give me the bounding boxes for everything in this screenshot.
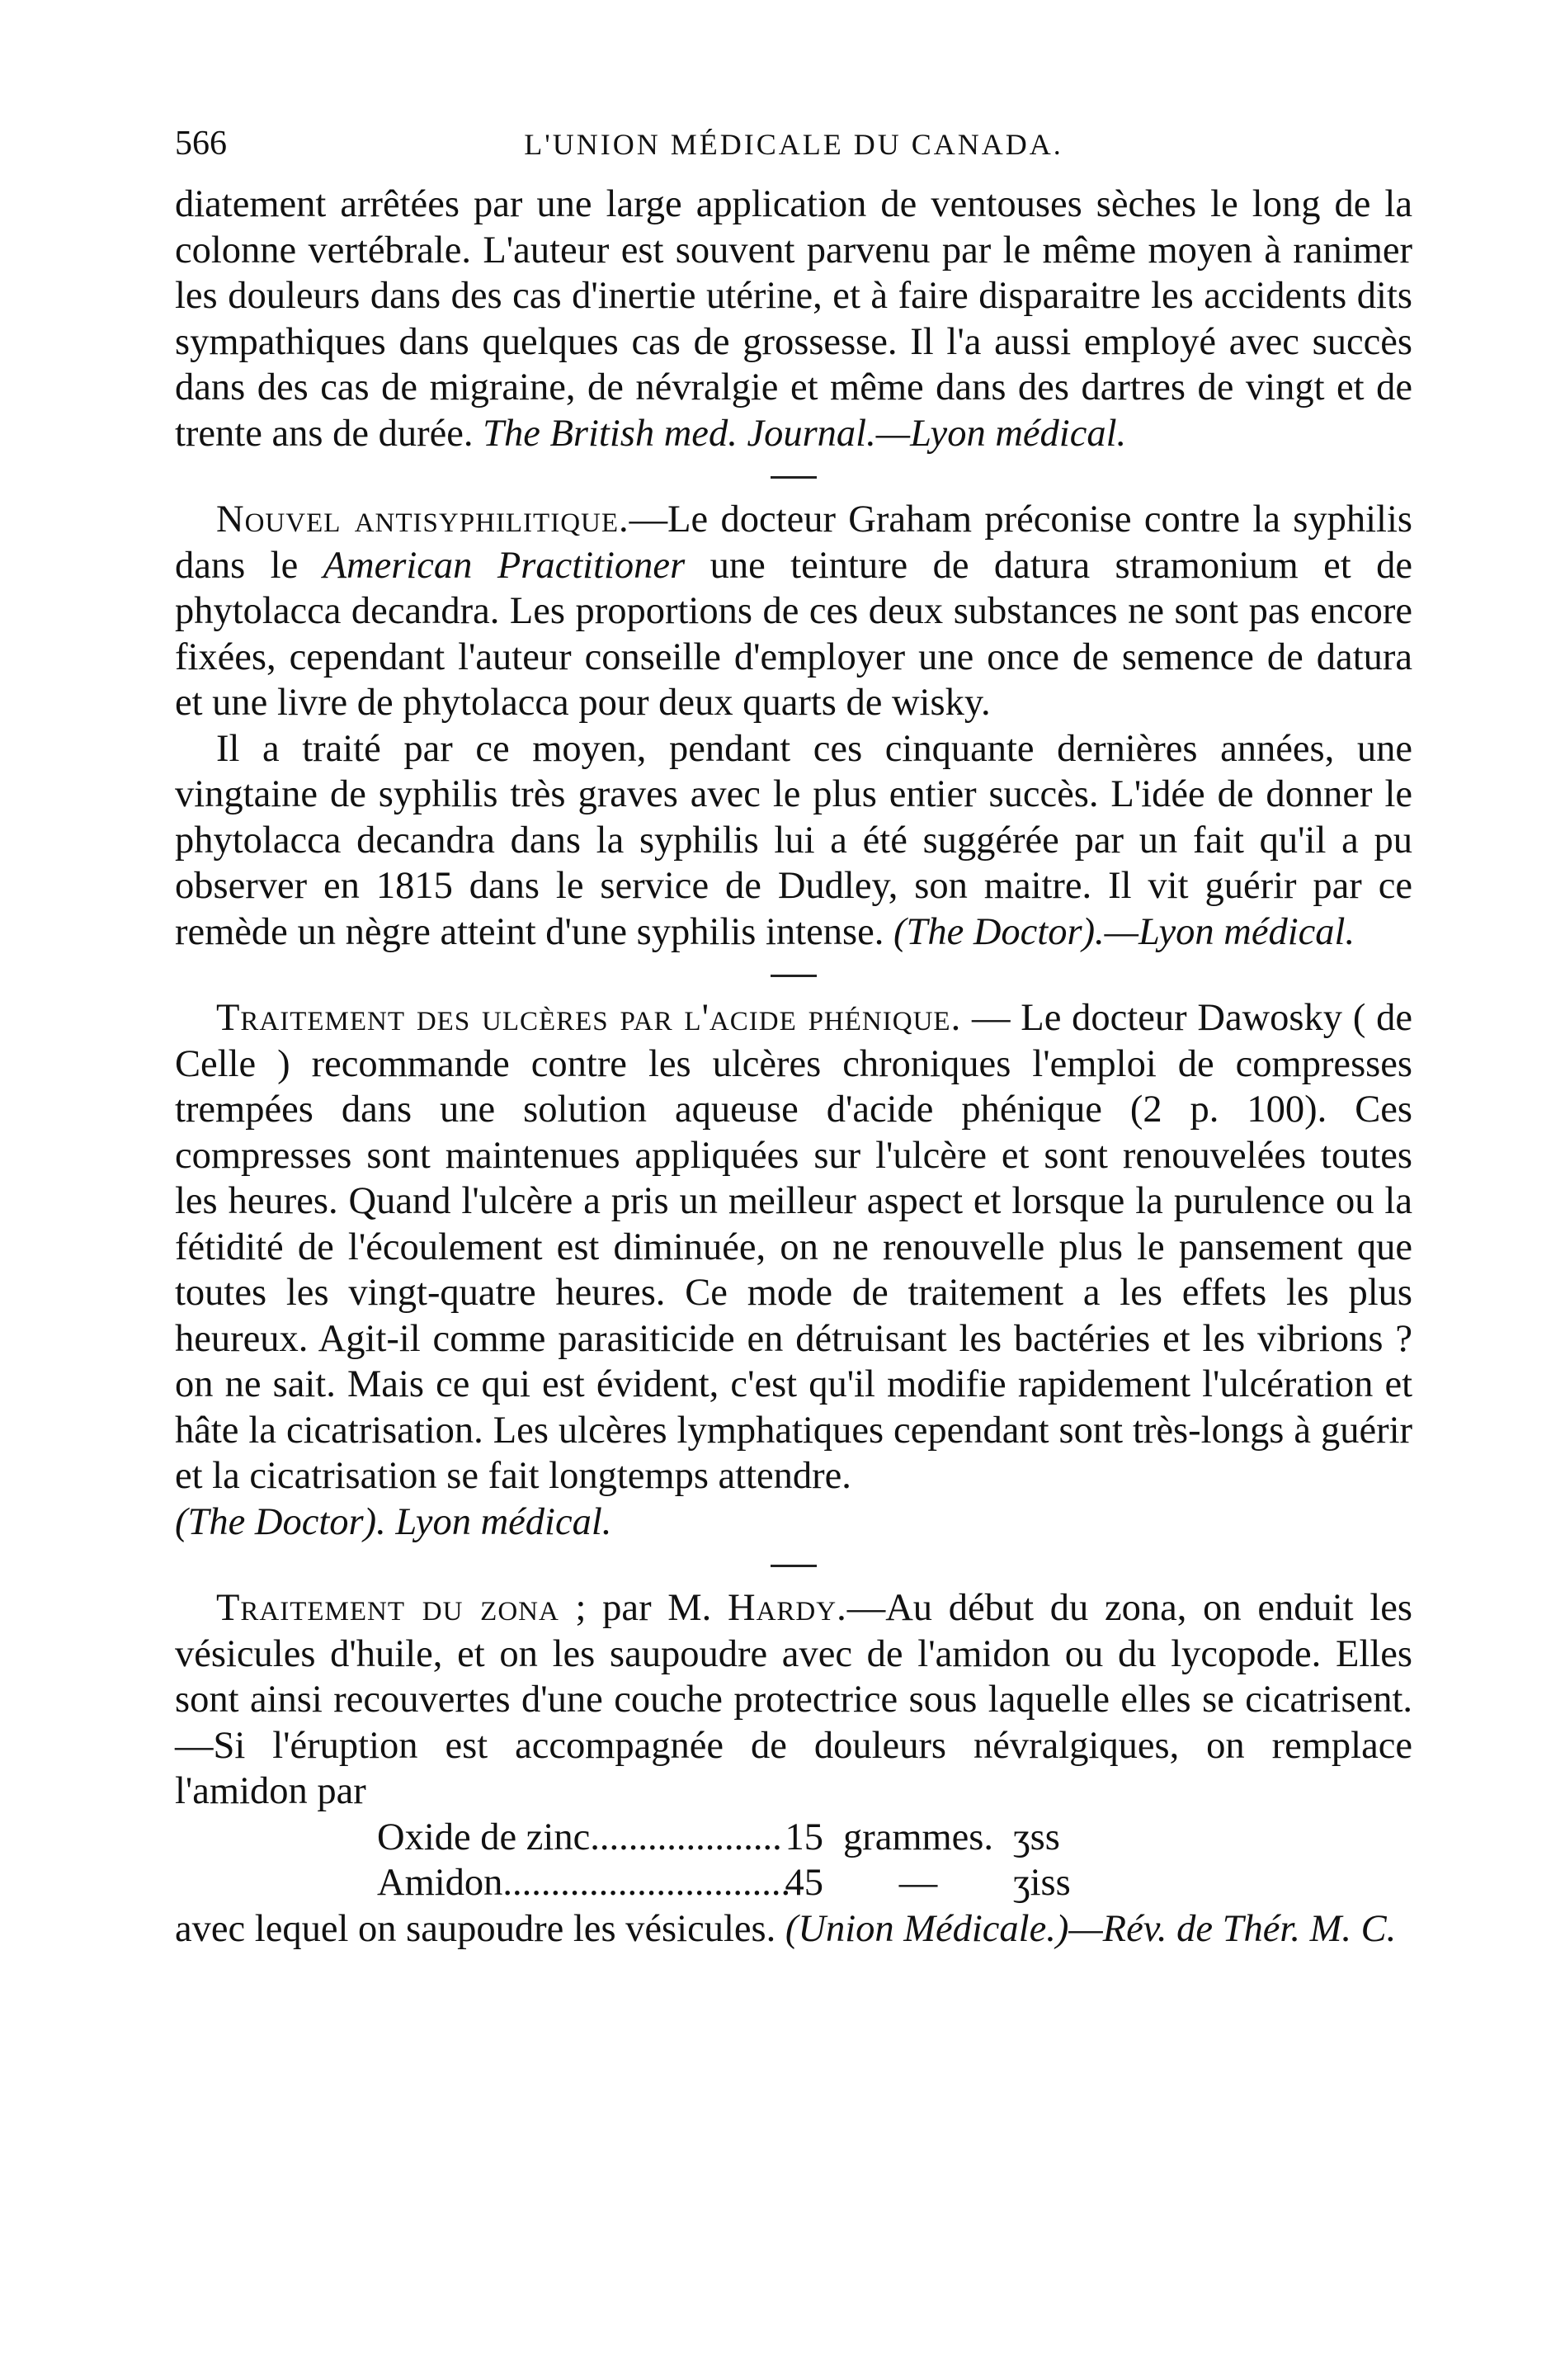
article-zona bbox=[175, 1585, 1412, 1815]
article-antisyphilitique-source: (The Doctor).—Lyon médical. bbox=[893, 910, 1355, 953]
formula-unit: grammes. bbox=[842, 1816, 994, 1858]
article-ulceres bbox=[175, 995, 1412, 1499]
continued-paragraph-text: diatement arrêtées par une large application de ventouses sèches le long de la colonne vertébrale. L'auteur est souvent parvenu par le même moyen à ranimer les douleurs dans des cas d'inertie utérine, et à faire disparaitre les accidents dits sympathiques dans quelques cas de grossesse. Il l'a aussi employé avec succès dans des cas de migraine, de névralgie et même dans des dartres de vingt et de trente ans de durée. bbox=[175, 183, 1412, 455]
article-ulceres-source: (The Doctor). Lyon médical. bbox=[175, 1500, 612, 1543]
running-title: L'UNION MÉDICALE DU CANADA. bbox=[524, 128, 1063, 161]
article-zona-intro: —Au début du zona, on enduit les vésicules d'huile, et on les saupoudre avec de l'amidon ou du lycopode. Elles sont ainsi recouvertes d'une couche protectrice sous laquelle elles se cicatrisent.—Si l'éruption est accompagnée de douleurs névralgiques, on remplace l'amidon par bbox=[175, 1587, 1412, 1812]
article-ulceres-title: Traitement des ulcères par l'acide phénique. bbox=[216, 997, 962, 1039]
formula-quantity: 45 bbox=[785, 1862, 823, 1904]
section-divider bbox=[771, 975, 817, 977]
continued-paragraph-source: The British med. Journal.—Lyon médical. bbox=[483, 412, 1127, 455]
formula-quantity: 15 bbox=[785, 1816, 823, 1858]
article-antisyphilitique-p2-text: Il a traité par ce moyen, pendant ces cinquante dernières années, une vingtaine de syphilis très graves avec le plus entier succès. L'idée de donner le phytolacca decandra dans la syphilis lui a été suggérée par un fait qu'il a pu observer en 1815 dans le service de Dudley, son maitre. Il vit guérir par ce remède un nègre atteint d'une syphilis intense. bbox=[175, 727, 1412, 953]
article-antisyphilitique-text-b: une teinture de datura stramonium et de phytolacca decandra. Les proportions de ces deux substances ne sont pas encore fixées, cependant l'auteur conseille d'employer une once de semence de datura et une livre de phytolacca pour deux quarts de wisky. bbox=[175, 544, 1412, 724]
article-antisyphilitique-journal: American Practitioner bbox=[323, 544, 686, 587]
article-antisyphilitique-text-a: —Le docteur Graham préconise contre la syphilis dans le bbox=[175, 498, 1412, 587]
formula-ingredient: Oxide de zinc.................... bbox=[377, 1816, 782, 1858]
article-ulceres-source-line bbox=[175, 1499, 1412, 1546]
article-zona-closing-text: avec lequel on saupoudre les vésicules. bbox=[175, 1907, 785, 1950]
page-header bbox=[175, 124, 1412, 182]
formula-ingredient: Amidon.............................. bbox=[377, 1862, 791, 1904]
prescription-formula bbox=[175, 1815, 1412, 1906]
article-zona-title-sep: ; par M. bbox=[559, 1587, 728, 1629]
section-divider bbox=[771, 476, 817, 479]
formula-row bbox=[175, 1860, 1412, 1906]
continued-paragraph bbox=[175, 182, 1412, 456]
formula-apothecary-measure: ʒss bbox=[1013, 1816, 1060, 1858]
article-zona-source: (Union Médicale.)—Rév. de Thér. M. C. bbox=[785, 1907, 1397, 1950]
article-ulceres-text: — Le docteur Dawosky ( de Celle ) recommande contre les ulcères chroniques l'emploi de compresses trempées dans une solution aqueuse d'acide phénique (2 p. 100). Ces compresses sont maintenues appliquées sur l'ulcère et sont renouvelées toutes les heures. Quand l'ulcère a pris un meilleur aspect et lorsque la purulence ou la fétidité de l'écoulement est diminuée, on ne renouvelle plus le pansement que toutes les vingt-quatre heures. Ce mode de traitement a les effets les plus heureux. Agit-il comme parasiticide en détruisant les bactéries et les vibrions ? on ne sait. Mais ce qui est évident, c'est qu'il modifie rapidement l'ulcération et hâte la cicatrisation. Les ulcères lymphatiques cependant sont très-longs à guérir et la cicatrisation se fait longtemps attendre. bbox=[175, 997, 1412, 1497]
article-zona-title: Traitement du zona bbox=[216, 1587, 559, 1629]
section-divider bbox=[771, 1565, 817, 1567]
article-zona-closing bbox=[175, 1906, 1412, 1953]
formula-row bbox=[175, 1815, 1412, 1861]
article-antisyphilitique-p1 bbox=[175, 497, 1412, 726]
page-body bbox=[175, 124, 1412, 1952]
formula-unit: — bbox=[898, 1862, 938, 1904]
article-antisyphilitique-p2 bbox=[175, 726, 1412, 956]
article-antisyphilitique-title: Nouvel antisyphilitique. bbox=[216, 498, 629, 541]
page-number: 566 bbox=[175, 125, 227, 163]
article-zona-author: Hardy. bbox=[727, 1587, 847, 1629]
formula-apothecary-measure: ʒiss bbox=[1013, 1862, 1071, 1904]
